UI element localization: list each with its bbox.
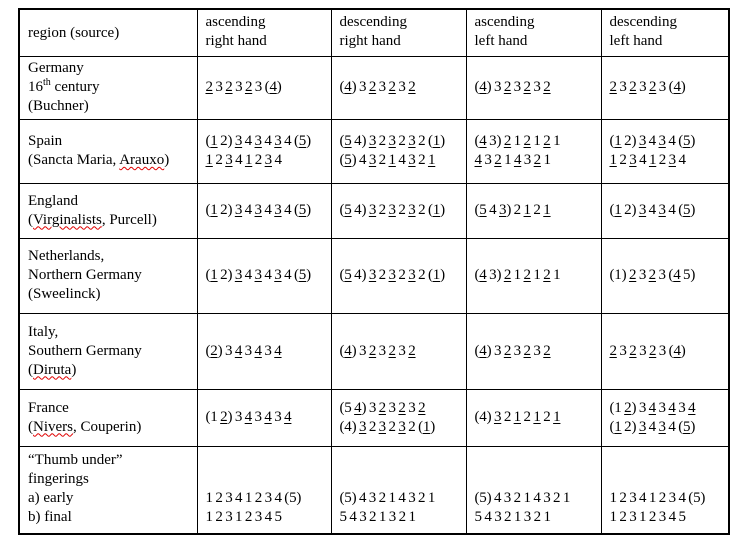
fingering-cell — [197, 446, 331, 534]
underlined-fingering: 3 — [368, 267, 377, 283]
underlined-fingering: 5 — [298, 133, 307, 149]
cell-line: Germany — [28, 60, 84, 76]
underlined-fingering: 2 — [368, 79, 377, 95]
underlined-fingering: 2 — [244, 79, 253, 95]
underlined-fingering: 2 — [609, 79, 617, 95]
underlined-fingering: 5 — [298, 267, 307, 283]
cell-line: (4) 3 2 3 2 3 2 — [474, 79, 551, 95]
underlined-fingering: 2 — [494, 152, 502, 168]
spellcheck-flagged-word: Nivers — [33, 418, 73, 435]
underlined-fingering: 3 — [638, 202, 647, 218]
cell-line: (Sweelinck) — [28, 286, 101, 302]
underlined-fingering: 2 — [398, 399, 406, 416]
underlined-fingering: 4 — [479, 267, 487, 283]
underlined-fingering: 1 — [648, 152, 657, 168]
cell-line: (4 3) 2 1 2 1 2 1 — [474, 267, 561, 283]
underlined-fingering: 4 — [269, 79, 277, 95]
cell-line: (1 2) 3 4 3 4 3 4 — [609, 399, 696, 416]
fingering-cell — [601, 119, 729, 183]
underlined-fingering: 1 — [210, 267, 218, 283]
cell-line: (4) 3 2 3 2 3 2 — [339, 79, 416, 95]
underlined-fingering: 2 — [523, 267, 531, 283]
underlined-fingering: 4 — [344, 342, 352, 359]
cell-line: (Virginalists, Purcell) — [28, 211, 157, 228]
cell-line: a) early — [28, 489, 74, 506]
underlined-fingering: 4 — [673, 267, 681, 283]
cell-line: (Nivers, Couperin) — [28, 418, 142, 435]
cell-line: 1 2 3 4 1 2 3 4 — [609, 152, 686, 168]
underlined-fingering: 1 — [614, 418, 622, 435]
underlined-fingering: 3 — [408, 152, 416, 168]
underlined-fingering: 4 — [668, 399, 676, 416]
underlined-fingering: 3 — [638, 418, 647, 435]
underlined-fingering: 2 — [648, 79, 657, 95]
underlined-fingering: 3 — [358, 418, 367, 435]
cell-line: descending — [609, 14, 677, 30]
underlined-fingering: 2 — [543, 267, 551, 283]
fingering-comparison-table — [18, 8, 730, 535]
fingering-cell — [331, 238, 466, 313]
cell-line: 2 3 2 3 2 3 (4) — [205, 79, 282, 95]
table-body — [19, 56, 729, 534]
underlined-fingering: 3 — [274, 267, 282, 283]
underlined-fingering: 4 — [284, 409, 292, 425]
table-row — [19, 446, 729, 534]
fingering-cell — [466, 183, 601, 238]
underlined-fingering: 3 — [368, 133, 377, 149]
fingering-cell — [466, 446, 601, 534]
underlined-fingering: 1 — [614, 202, 622, 218]
cell-line: Spain — [28, 133, 63, 149]
underlined-fingering: 2 — [388, 79, 396, 95]
cell-line: ascending — [205, 14, 266, 30]
underlined-fingering: 1 — [432, 267, 441, 283]
cell-line: (5 4) 3 2 3 2 3 2 (1) — [339, 267, 445, 283]
column-header — [197, 9, 331, 56]
cell-line: region (source) — [28, 24, 120, 41]
underlined-fingering: 5 — [344, 202, 352, 218]
underlined-fingering: 5 — [344, 267, 352, 283]
underlined-fingering: 3 — [264, 152, 272, 168]
underlined-fingering: 2 — [408, 79, 416, 95]
fingering-cell — [466, 119, 601, 183]
underlined-fingering: 3 — [658, 133, 666, 149]
cell-line: (1 2) 3 4 3 4 (5) — [609, 133, 696, 149]
underlined-fingering: 4 — [474, 152, 482, 168]
underlined-fingering: 2 — [628, 267, 637, 283]
region-cell — [19, 183, 197, 238]
underlined-fingering: 3 — [254, 267, 262, 283]
cell-line: left hand — [474, 33, 528, 49]
region-cell — [19, 56, 197, 119]
fingering-cell — [197, 238, 331, 313]
cell-line: (Diruta) — [28, 361, 77, 378]
underlined-fingering: 1 — [427, 152, 436, 168]
underlined-fingering: 2 — [225, 79, 233, 95]
cell-line: 1 2 3 1 2 3 4 5 — [609, 509, 686, 525]
region-cell — [19, 238, 197, 313]
fingering-cell — [601, 238, 729, 313]
underlined-fingering: 3 — [368, 202, 377, 218]
fingering-cell — [197, 313, 331, 389]
underlined-fingering: 3 — [499, 202, 507, 218]
cell-line: Netherlands, — [28, 248, 105, 264]
cell-line: 16th century — [28, 77, 100, 95]
underlined-fingering: 1 — [432, 133, 441, 149]
underlined-fingering: 2 — [503, 342, 512, 359]
table-row — [19, 56, 729, 119]
cell-line: Italy, — [28, 323, 59, 340]
table-row — [19, 119, 729, 183]
cell-line: (1 2) 3 4 3 4 3 4 (5) — [205, 133, 311, 149]
cell-line: (5) 4 3 2 1 4 3 2 1 — [339, 490, 436, 506]
underlined-fingering: 2 — [648, 342, 657, 359]
cell-line: (4) 3 2 3 2 3 2 (1) — [339, 418, 436, 435]
underlined-fingering: 1 — [523, 202, 531, 218]
fingering-cell — [601, 183, 729, 238]
underlined-fingering: 5 — [683, 418, 691, 435]
underlined-fingering: 1 — [210, 202, 218, 218]
spellcheck-flagged-word: Diruta — [33, 361, 72, 378]
underlined-fingering: 2 — [629, 79, 637, 95]
underlined-fingering: 5 — [344, 133, 352, 149]
region-cell — [19, 389, 197, 446]
underlined-fingering: 1 — [422, 418, 431, 435]
cell-line: Southern Germany — [28, 342, 142, 359]
underlined-fingering: 4 — [688, 399, 696, 416]
fingering-cell — [331, 313, 466, 389]
cell-line: (5 4 3) 2 1 2 1 — [474, 202, 551, 218]
underlined-fingering: 4 — [234, 342, 243, 359]
underlined-fingering: 5 — [298, 202, 307, 218]
underlined-fingering: 1 — [432, 202, 441, 218]
column-header — [331, 9, 466, 56]
cell-line: Northern Germany — [28, 267, 142, 283]
fingering-cell — [601, 446, 729, 534]
underlined-fingering: 2 — [205, 79, 213, 95]
cell-line: (5 4) 3 2 3 2 3 2 — [339, 399, 426, 416]
region-column-header — [19, 9, 197, 56]
underlined-fingering: 4 — [648, 399, 656, 416]
underlined-fingering: 4 — [274, 342, 282, 359]
underlined-fingering: 3 — [234, 267, 243, 283]
cell-line: (4 3) 2 1 2 1 2 1 — [474, 133, 561, 149]
cell-line: fingerings — [28, 470, 89, 487]
cell-line: 2 3 2 3 2 3 (4) — [609, 79, 686, 95]
underlined-fingering: 3 — [658, 202, 666, 218]
underlined-fingering: 3 — [274, 202, 282, 218]
underlined-fingering: 3 — [274, 133, 282, 149]
superscript-text: th — [43, 77, 51, 88]
cell-line: (Buchner) — [28, 98, 89, 114]
underlined-fingering: 4 — [673, 79, 681, 95]
underlined-fingering: 3 — [493, 409, 502, 425]
underlined-fingering: 3 — [234, 133, 243, 149]
underlined-fingering: 1 — [513, 409, 521, 425]
region-cell — [19, 313, 197, 389]
underlined-fingering: 1 — [543, 202, 551, 218]
table-row — [19, 313, 729, 389]
underlined-fingering: 2 — [648, 267, 656, 283]
table-row — [19, 183, 729, 238]
underlined-fingering: 3 — [234, 202, 243, 218]
underlined-fingering: 3 — [254, 133, 262, 149]
underlined-fingering: 2 — [629, 342, 637, 359]
underlined-fingering: 4 — [354, 399, 362, 416]
underlined-fingering: 3 — [388, 133, 396, 149]
underlined-fingering: 5 — [683, 133, 691, 149]
underlined-fingering: 4 — [479, 342, 487, 359]
underlined-fingering: 4 — [673, 342, 681, 359]
underlined-fingering: 2 — [503, 79, 512, 95]
underlined-fingering: 3 — [388, 202, 396, 218]
cell-line: (Sancta Maria, Arauxo) — [28, 152, 170, 168]
cell-line: (1 2) 3 4 3 4 (5) — [609, 418, 696, 435]
cell-line: England — [28, 192, 78, 209]
underlined-fingering: 5 — [479, 202, 487, 218]
cell-line: (1 2) 3 4 3 4 3 4 (5) — [205, 202, 311, 218]
cell-line: (2) 3 4 3 4 3 4 — [205, 342, 282, 359]
underlined-fingering: 3 — [668, 152, 676, 168]
column-header — [601, 9, 729, 56]
underlined-fingering: 1 — [614, 133, 622, 149]
cell-line: (1 2) 3 4 3 4 3 4 — [205, 409, 292, 425]
underlined-fingering: 4 — [254, 342, 262, 359]
underlined-fingering: 4 — [513, 152, 522, 168]
underlined-fingering: 2 — [408, 342, 416, 359]
underlined-fingering: 3 — [254, 202, 262, 218]
cell-line: 4 3 2 1 4 3 2 1 — [474, 152, 551, 168]
fingering-cell — [197, 389, 331, 446]
underlined-fingering: 5 — [683, 202, 691, 218]
fingering-cell — [331, 183, 466, 238]
cell-line: (1 2) 3 4 3 4 3 4 (5) — [205, 267, 311, 283]
fingering-cell — [197, 119, 331, 183]
underlined-fingering: 3 — [225, 152, 233, 168]
underlined-fingering: 2 — [503, 133, 512, 149]
spellcheck-flagged-word: Arauxo — [119, 152, 165, 168]
underlined-fingering: 1 — [388, 152, 396, 168]
underlined-fingering: 2 — [368, 342, 377, 359]
cell-line: (1 2) 3 4 3 4 (5) — [609, 202, 696, 218]
region-cell — [19, 446, 197, 534]
cell-line: 2 3 2 3 2 3 (4) — [609, 342, 686, 359]
underlined-fingering: 1 — [533, 409, 541, 425]
spellcheck-flagged-word: Virginalists — [33, 211, 102, 228]
underlined-fingering: 4 — [344, 79, 352, 95]
underlined-fingering: 3 — [629, 152, 637, 168]
underlined-fingering: 2 — [418, 399, 426, 416]
underlined-fingering: 3 — [408, 133, 416, 149]
fingering-cell — [466, 56, 601, 119]
underlined-fingering: 1 — [244, 152, 253, 168]
underlined-fingering: 4 — [244, 409, 252, 425]
underlined-fingering: 3 — [378, 418, 386, 435]
cell-line: (4) 3 2 1 2 1 2 1 — [474, 409, 561, 425]
region-cell — [19, 119, 197, 183]
cell-line: 5 4 3 2 1 3 2 1 — [474, 509, 551, 525]
cell-line: (5 4) 3 2 3 2 3 2 (1) — [339, 133, 445, 149]
cell-line: 1 2 3 4 1 2 3 4 (5) — [609, 490, 706, 506]
underlined-fingering: 3 — [658, 418, 666, 435]
underlined-fingering: 2 — [523, 79, 531, 95]
underlined-fingering: 4 — [479, 133, 487, 149]
underlined-fingering: 2 — [388, 342, 396, 359]
underlined-fingering: 3 — [368, 152, 377, 168]
underlined-fingering: 2 — [523, 342, 531, 359]
fingering-cell — [466, 389, 601, 446]
cell-line: 1 2 3 1 2 3 4 5 — [205, 509, 282, 525]
fingering-cell — [601, 313, 729, 389]
underlined-fingering: 2 — [543, 79, 551, 95]
underlined-fingering: 4 — [264, 409, 272, 425]
cell-line: (4) 3 2 3 2 3 2 — [339, 342, 416, 359]
cell-line: right hand — [205, 33, 267, 49]
underlined-fingering: 2 — [624, 399, 632, 416]
cell-line: (5) 4 3 2 1 4 3 2 1 — [339, 152, 436, 168]
cell-line: 5 4 3 2 1 3 2 1 — [339, 509, 416, 525]
underlined-fingering: 2 — [523, 133, 531, 149]
underlined-fingering: 2 — [609, 342, 617, 359]
underlined-fingering: 5 — [344, 152, 352, 168]
underlined-fingering: 2 — [378, 399, 386, 416]
cell-line: France — [28, 399, 69, 416]
fingering-cell — [601, 389, 729, 446]
underlined-fingering: 1 — [553, 409, 561, 425]
cell-line: (5) 4 3 2 1 4 3 2 1 — [474, 490, 571, 506]
underlined-fingering: 1 — [609, 152, 617, 168]
underlined-fingering: 3 — [408, 267, 416, 283]
underlined-fingering: 2 — [503, 267, 512, 283]
underlined-fingering: 1 — [205, 152, 213, 168]
fingering-cell — [331, 119, 466, 183]
fingering-cell — [466, 313, 601, 389]
cell-line: left hand — [609, 33, 663, 49]
table-row — [19, 389, 729, 446]
underlined-fingering: 3 — [388, 267, 396, 283]
table-row — [19, 238, 729, 313]
cell-line: (4) 3 2 3 2 3 2 — [474, 342, 551, 359]
underlined-fingering: 2 — [543, 133, 551, 149]
underlined-fingering: 3 — [408, 202, 416, 218]
cell-line: (1) 2 3 2 3 (4 5) — [609, 267, 696, 283]
column-header — [466, 9, 601, 56]
fingering-cell — [331, 56, 466, 119]
fingering-cell — [466, 238, 601, 313]
underlined-fingering: 1 — [210, 133, 218, 149]
cell-line: ascending — [474, 14, 535, 30]
cell-line: descending — [339, 14, 407, 30]
cell-line: right hand — [339, 33, 401, 49]
header-row — [19, 9, 729, 56]
underlined-fingering: 3 — [398, 418, 406, 435]
cell-line: b) final — [28, 508, 72, 525]
underlined-fingering: 2 — [220, 409, 228, 425]
cell-line: 1 2 3 4 1 2 3 4 — [205, 152, 282, 168]
underlined-fingering: 4 — [479, 79, 487, 95]
fingering-cell — [197, 56, 331, 119]
cell-line: 1 2 3 4 1 2 3 4 (5) — [205, 490, 302, 506]
underlined-fingering: 2 — [543, 342, 551, 359]
fingering-cell — [601, 56, 729, 119]
underlined-fingering: 2 — [533, 152, 541, 168]
fingering-cell — [331, 389, 466, 446]
fingering-cell — [331, 446, 466, 534]
cell-line: (5 4) 3 2 3 2 3 2 (1) — [339, 202, 445, 218]
underlined-fingering: 3 — [638, 133, 647, 149]
underlined-fingering: 2 — [210, 342, 218, 359]
fingering-cell — [197, 183, 331, 238]
cell-line: “Thumb under” — [28, 451, 123, 468]
